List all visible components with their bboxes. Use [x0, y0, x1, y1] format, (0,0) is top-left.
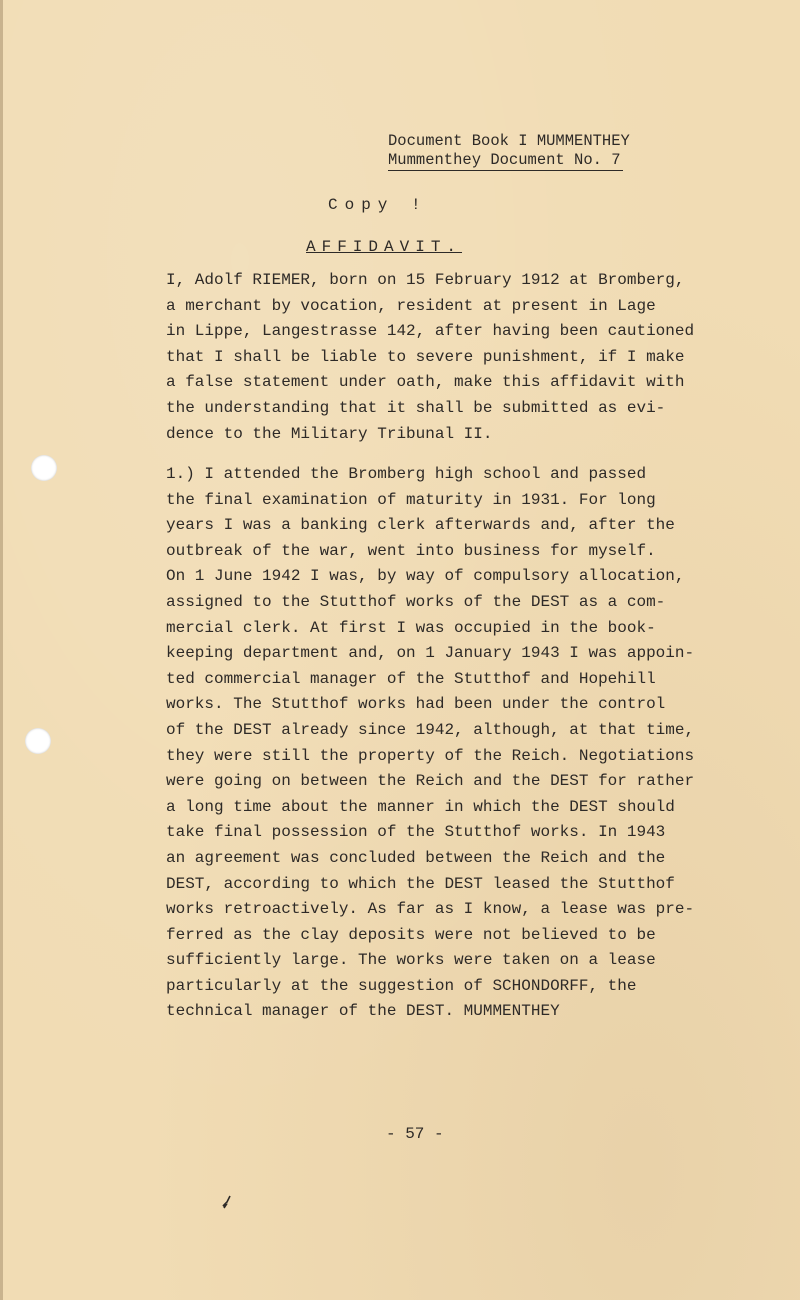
text-line: sufficiently large. The works were taken on a lease: [166, 951, 656, 970]
ink-mark: [221, 1195, 233, 1209]
punch-hole: [31, 455, 57, 481]
text-line: dence to the Military Tribunal II.: [166, 424, 493, 443]
section-1-paragraph: [166, 462, 766, 1025]
text-line: a merchant by vocation, resident at present in Lage: [166, 296, 656, 315]
header-document-number: Mummenthey Document No. 7: [388, 151, 621, 169]
text-line: years I was a banking clerk afterwards and, after the: [166, 516, 675, 535]
text-line: of the DEST already since 1942, although, at that time,: [166, 720, 695, 739]
punch-hole: [25, 728, 51, 754]
text-line: that I shall be liable to severe punishment, if I make: [166, 347, 685, 366]
text-line: 1.) I attended the Bromberg high school and passed: [166, 465, 647, 483]
text-line: a long time about the manner in which the DEST should: [166, 797, 675, 816]
text-line: in Lippe, Langestrasse 142, after having been cautioned: [166, 322, 695, 341]
text-line: particularly at the suggestion of SCHONDORFF, the: [166, 976, 637, 995]
text-line: an agreement was concluded between the Reich and the: [166, 848, 666, 867]
page-edge: [0, 0, 3, 1300]
page-number: - 57 -: [386, 1125, 444, 1143]
header-document-book: Document Book I MUMMENTHEY: [388, 132, 630, 150]
text-line: were going on between the Reich and the DEST for rather: [166, 772, 695, 791]
text-line: DEST, according to which the DEST leased the Stutthof: [166, 874, 675, 893]
text-line: the final examination of maturity in 1931. For long: [166, 490, 656, 509]
text-line: mercial clerk. At first I was occupied in the book-: [166, 618, 656, 637]
text-line: ferred as the clay deposits were not believed to be: [166, 925, 656, 944]
text-line: On 1 June 1942 I was, by way of compulsory allocation,: [166, 567, 685, 586]
intro-paragraph: [166, 268, 766, 447]
text-line: a false statement under oath, make this affidavit with: [166, 373, 685, 392]
text-line: take final possession of the Stutthof works. In 1943: [166, 823, 666, 842]
text-line: assigned to the Stutthof works of the DEST as a com-: [166, 592, 666, 611]
document-header: [388, 132, 630, 171]
text-line: technical manager of the DEST. MUMMENTHEY: [166, 1002, 560, 1021]
affidavit-title: AFFIDAVIT.: [306, 238, 463, 256]
text-line: outbreak of the war, went into business for myself.: [166, 541, 656, 560]
text-line: keeping department and, on 1 January 1943 I was appoin-: [166, 644, 695, 663]
text-line: the understanding that it shall be submitted as evi-: [166, 398, 666, 417]
text-line: works retroactively. As far as I know, a lease was pre-: [166, 900, 695, 919]
text-line: I, Adolf RIEMER, born on 15 February 1912 at Bromberg,: [166, 271, 685, 289]
copy-label: Copy !: [328, 196, 428, 214]
text-line: works. The Stutthof works had been under the control: [166, 695, 666, 714]
text-line: they were still the property of the Reich. Negotiations: [166, 746, 695, 765]
text-line: ted commercial manager of the Stutthof and Hopehill: [166, 669, 656, 688]
